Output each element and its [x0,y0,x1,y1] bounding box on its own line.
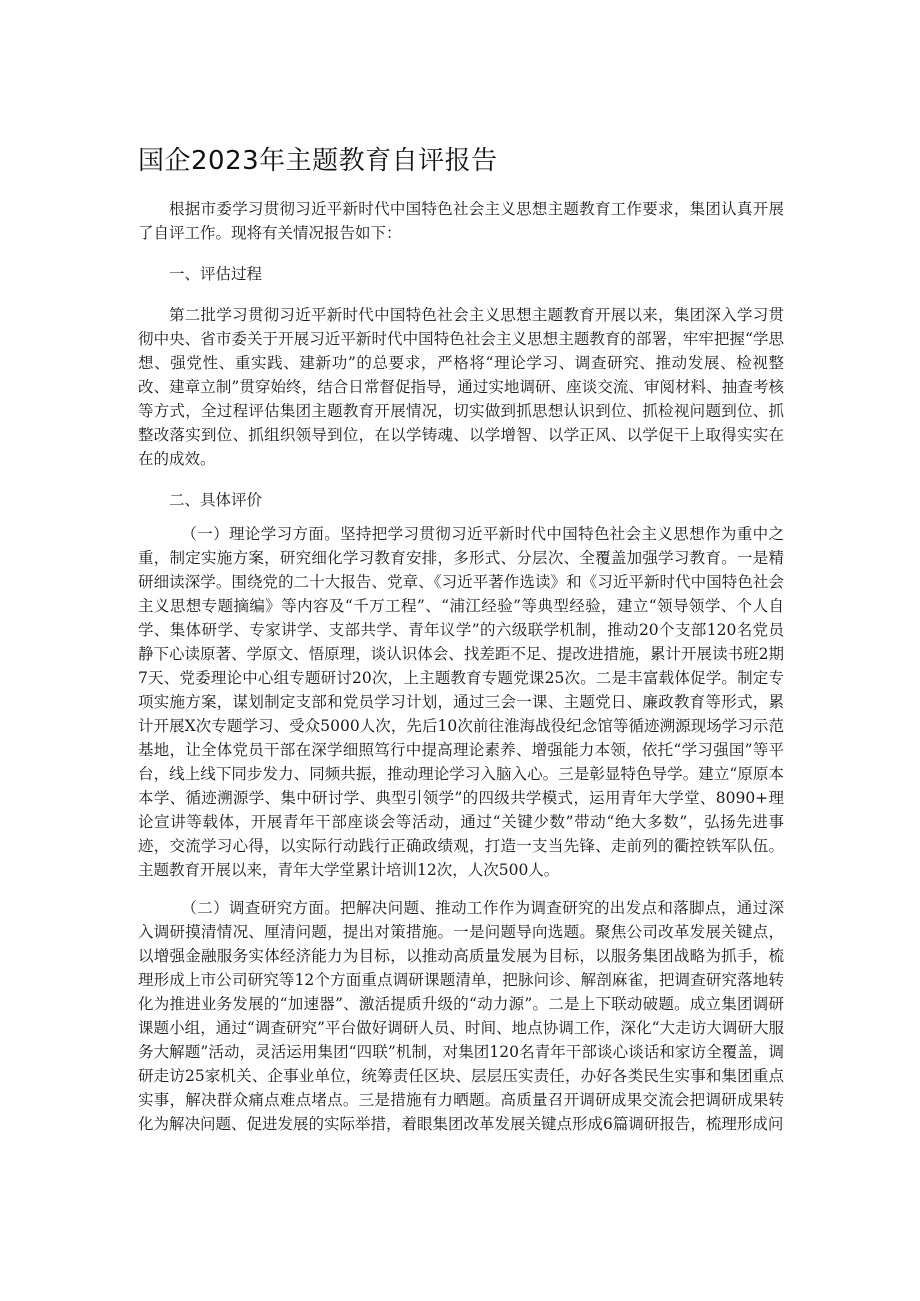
document-body [138,197,784,1136]
section-heading-specific-evaluation: 二、具体评价 [169,491,263,509]
investigation-research-paragraph: （二）调查研究方面。把解决问题、推动工作作为调查研究的出发点和落脚点，通过深入调研摸清情况、厘清问题，提出对策措施。一是问题导向选题。聚焦公司改革发展关键点，以增强金融服务实体经济能力为目标，以推动高质量发展为目标，以服务集团战略为抓手，梳理形成上市公司研究等12个方面重点调研课题清单，把脉问诊、解剖麻雀，把调查研究落地转化为推进业务发展的“加速器”、激活提质升级的“动力源”。二是上下联动破题。成立集团调研课题小组，通过“调查研究”平台做好调研人员、时间、地点协调工作，深化“大走访大调研大服务大解题”活动，灵活运用集团“四联”机制，对集团120名青年干部谈心谈话和家访全覆盖，调研走访25家机关、企事业单位，统筹责任区块、层层压实责任，办好各类民生实事和集团重点实事，解决群众痛点难点堵点。三是措施有力晒题。高质量召开调研成果交流会把调研成果转化为解决问题、促进发展的实际举措，着眼集团改革发展关键点形成6篇调研报告，梳理形成问 [138,899,784,1133]
document-title: 国企2023年主题教育自评报告 [138,146,498,176]
intro-paragraph: 根据市委学习贯彻习近平新时代中国特色社会主义思想主题教育工作要求，集团认真开展了自评工作。现将有关情况报告如下： [138,200,784,242]
theory-study-paragraph: （一）理论学习方面。坚持把学习贯彻习近平新时代中国特色社会主义思想作为重中之重，制定实施方案，研究细化学习教育安排，多形式、分层次、全覆盖加强学习教育。一是精研细读深学。围绕党的二十大报告、党章、《习近平著作选读》和《习近平新时代中国特色社会主义思想专题摘编》等内容及“千万工程”、“浦江经验”等典型经验，建立“领导领学、个人自学、集体研学、专家讲学、支部共学、青年议学”的六级联学机制，推动20个支部120名党员静下心读原著、学原文、悟原理，谈认识体会、找差距不足、提改进措施，累计开展读书班2期7天、党委理论中心组专题研讨20次，上主题教育专题党课25次。二是丰富载体促学。制定专项实施方案，谋划制定支部和党员学习计划，通过三会一课、主题党日、廉政教育等形式，累计开展X次专题学习、受众5000人次，先后10次前往淮海战役纪念馆等循迹溯源现场学习示范基地，让全体党员干部在深学细照笃行中提高理论素养、增强能力本领，依托“学习强国”等平台，线上线下同步发力、同频共振，推动理论学习入脑入心。三是彰显特色导学。建立“原原本本学、循迹溯源学、集中研讨学、典型引领学”的四级共学模式，运用青年大学堂、8090+理论宣讲等载体，开展青年干部座谈会等活动，通过“关键少数”带动“绝大多数”，弘扬先进事迹，交流学习心得，以实际行动践行正确政绩观，打造一支当先锋、走前列的衢控铁军队伍。主题教育开展以来，青年大学堂累计培训12次，人次500人。 [138,525,784,879]
evaluation-process-paragraph: 第二批学习贯彻习近平新时代中国特色社会主义思想主题教育开展以来，集团深入学习贯彻中央、省市委关于开展习近平新时代中国特色社会主义思想主题教育的部署，牢牢把握“学思想、强党性、重实践、建新功”的总要求，严格将“理论学习、调查研究、推动发展、检视整改、建章立制”贯穿始终，结合日常督促指导，通过实地调研、座谈交流、审阅材料、抽查考核等方式，全过程评估集团主题教育开展情况，切实做到抓思想认识到位、抓检视问题到位、抓整改落实到位、抓组织领导到位，在以学铸魂、以学增智、以学正风、以学促干上取得实实在在的成效。 [138,306,784,468]
section-heading-evaluation-process: 一、评估过程 [169,265,263,283]
